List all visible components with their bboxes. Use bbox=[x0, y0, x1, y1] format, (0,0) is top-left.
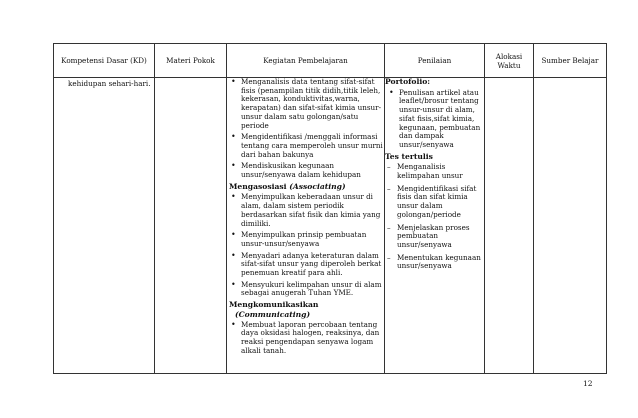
list-item: – Menentukan kegunaan unsur/senyawa bbox=[385, 254, 484, 271]
page-number: 12 bbox=[583, 379, 593, 388]
table-header-row bbox=[54, 44, 607, 78]
header-kegiatan-pembelajaran: Kegiatan Pembelajaran bbox=[227, 44, 385, 78]
kegiatan-list-3 bbox=[227, 321, 384, 356]
mengasosiasi-en: (Associating) bbox=[289, 181, 346, 191]
syllabus-table bbox=[53, 43, 607, 374]
kegiatan-list-2 bbox=[227, 193, 384, 298]
mengasosiasi-label: Mengasosiasi bbox=[229, 181, 287, 191]
list-item: • Menyimpulkan keberadaan unsur di alam, dalam sistem periodik berdasarkan sifat fisik dan kimia yang dimiliki. bbox=[227, 193, 384, 228]
header-penilaian: Penilaian bbox=[385, 44, 485, 78]
list-item: • Mengidentifikasi /menggali informasi tentang cara memperoleh unsur murni dari bahan bakunya bbox=[227, 133, 384, 159]
portofolio-list bbox=[385, 89, 484, 150]
mengkomunikasikan-heading: Mengkomunikasikan bbox=[229, 300, 319, 310]
list-item: • Mendiskusikan kegunaan unsur/senyawa dalam kehidupan bbox=[227, 162, 384, 179]
list-item: • Menyimpulkan prinsip pembuatan unsur-unsur/senyawa bbox=[227, 231, 384, 248]
header-sumber-belajar: Sumber Belajar bbox=[534, 44, 607, 78]
mengkomunikasikan-en: (Communicating) bbox=[235, 309, 311, 319]
portofolio-label: Portofolio: bbox=[385, 77, 431, 86]
list-item: • Mensyukuri kelimpahan unsur di alam sebagai anugerah Tuhan YME. bbox=[227, 281, 384, 298]
alokasi-waktu-cell bbox=[485, 78, 534, 374]
kd-cell bbox=[54, 78, 155, 374]
header-kd: Kompetensi Dasar (KD) bbox=[54, 44, 155, 78]
list-item: • Membuat laporan percobaan tentang daya oksidasi halogen, reaksinya, dan reaksi pengendapan senyawa logam alkali tanah. bbox=[227, 321, 384, 356]
sumber-belajar-cell bbox=[534, 78, 607, 374]
header-materi-pokok: Materi Pokok bbox=[155, 44, 227, 78]
list-item: – Mengidentifikasi sifat fisis dan sifat kimia unsur dalam golongan/periode bbox=[385, 185, 484, 220]
kd-text: kehidupan sehari-hari. bbox=[68, 79, 151, 88]
list-item: • Menyadari adanya keteraturan dalam sifat-sifat unsur yang diperoleh berkat penemuan kreatif para ahli. bbox=[227, 252, 384, 278]
tes-tertulis-label: Tes tertulis bbox=[385, 151, 433, 161]
penilaian-cell bbox=[385, 78, 485, 374]
tes-tertulis-list bbox=[385, 163, 484, 271]
materi-pokok-cell bbox=[155, 78, 227, 374]
list-item: – Menganalisis kelimpahan unsur bbox=[385, 163, 484, 180]
kegiatan-cell bbox=[227, 78, 385, 374]
table-row bbox=[54, 78, 607, 374]
list-item: – Menjelaskan proses pembuatan unsur/senyawa bbox=[385, 224, 484, 250]
list-item: • Penulisan artikel atau leaflet/brosur tentang unsur-unsur di alam, sifat fisis,sifat kimia, kegunaan, pembuatan dan dampak unsur/senyawa bbox=[385, 89, 484, 150]
list-item: • Menganalisis data tentang sifat-sifat fisis (penampilan titik didih,titik leleh, kekerasan, konduktivitas,warna, kerapatan) dan sifat-sifat kimia unsur-unsur dalam satu golongan/satu periode bbox=[227, 78, 384, 130]
header-alokasi-waktu: Alokasi Waktu bbox=[485, 44, 534, 78]
mengasosiasi-heading bbox=[229, 183, 384, 192]
kegiatan-list-1 bbox=[227, 78, 384, 180]
